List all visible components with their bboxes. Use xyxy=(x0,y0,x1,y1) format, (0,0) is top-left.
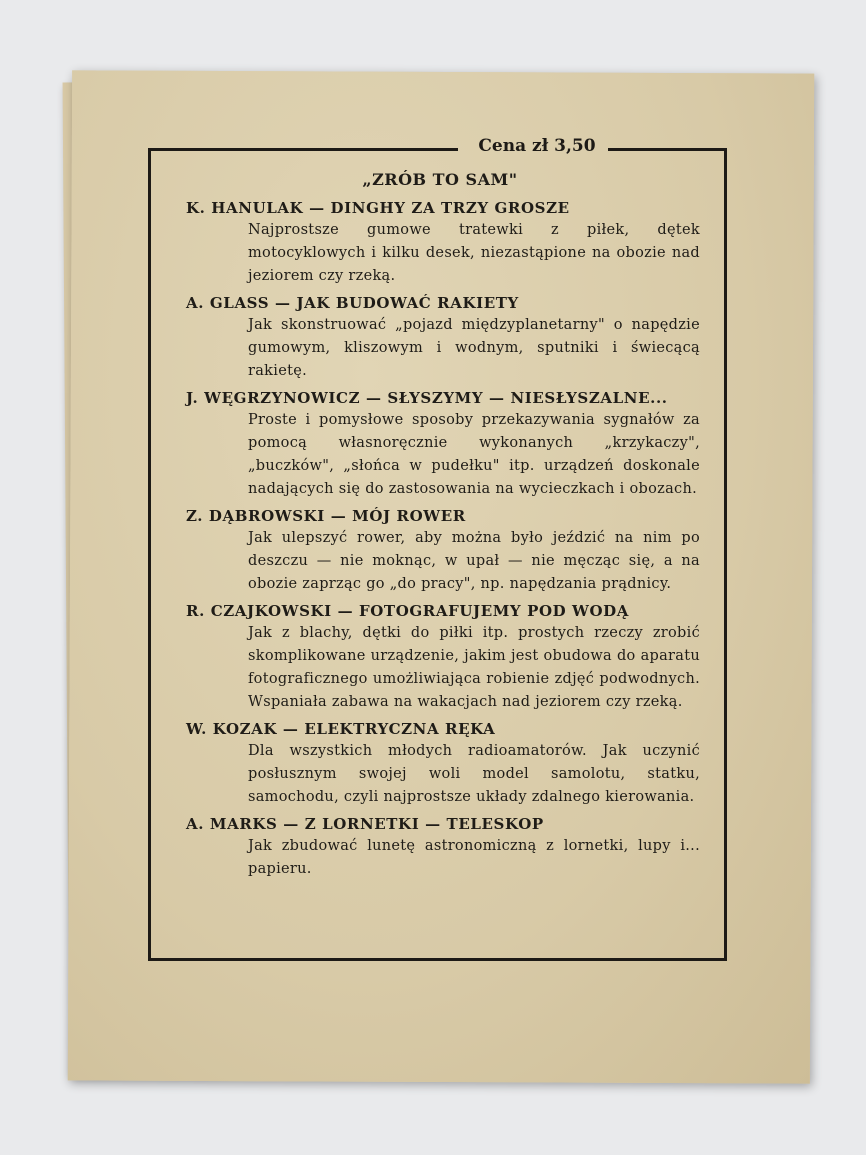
list-item xyxy=(180,718,700,809)
list-item xyxy=(180,292,700,383)
entry-description: Najprostsze gumowe tratewki z piłek, dętek motocyklowych i kilku desek, niezastąpione na obozie nad jeziorem czy rzeką. xyxy=(248,222,700,284)
entry-description: Jak z blachy, dętki do piłki itp. prostych rzeczy zrobić skomplikowane urządzenie, jakim jest obudowa do aparatu fotograficznego umożliwiająca robienie zdjęć podwodnych. Wspaniała zabawa na wakacjach nad jeziorem czy rzeką. xyxy=(248,625,700,710)
list-item xyxy=(180,387,700,501)
entry-title: J. WĘGRZYNOWICZ — SŁYSZYMY — NIESŁYSZALNE... xyxy=(186,389,668,407)
price-label: Cena zł 3,50 xyxy=(478,136,596,156)
frame-top-line-left xyxy=(148,148,458,151)
entry-description: Dla wszystkich młodych radioamatorów. Jak uczynić posłusznym swojej woli model samolotu, statku, samochodu, czyli najprostsze układy zdalnego kierowania. xyxy=(248,743,700,805)
list-item xyxy=(180,600,700,714)
entry-title: A. MARKS — Z LORNETKI — TELESKOP xyxy=(186,815,544,833)
book-list xyxy=(180,170,700,885)
entry-title: W. KOZAK — ELEKTRYCZNA RĘKA xyxy=(186,720,496,738)
entry-title: K. HANULAK — DINGHY ZA TRZY GROSZE xyxy=(186,199,570,217)
entry-description: Proste i pomysłowe sposoby przekazywania sygnałów za pomocą własnoręcznie wykonanych „krzykaczy", „buczków", „słońca w pudełku" itp. urządzeń doskonale nadających się do zastosowania na wycieczkach i obozach. xyxy=(248,412,700,497)
list-item xyxy=(180,197,700,288)
list-item xyxy=(180,813,700,881)
list-item xyxy=(180,505,700,596)
frame-top-line-right xyxy=(608,148,724,151)
entry-title: R. CZAJKOWSKI — FOTOGRAFUJEMY POD WODĄ xyxy=(186,602,629,620)
entry-description: Jak ulepszyć rower, aby można było jeździć na nim po deszczu — nie moknąc, w upał — nie męcząc się, a na obozie zaprząc go „do pracy", np. napędzania prądnicy. xyxy=(248,530,700,592)
entry-title: A. GLASS — JAK BUDOWAĆ RAKIETY xyxy=(186,294,519,312)
entry-description: Jak skonstruować „pojazd międzyplanetarny" o napędzie gumowym, kliszowym i wodnym, sputniki i świecącą rakietę. xyxy=(248,317,700,379)
series-title: „ZRÓB TO SAM" xyxy=(362,170,518,189)
entry-title: Z. DĄBROWSKI — MÓJ ROWER xyxy=(186,507,466,525)
entry-description: Jak zbudować lunetę astronomiczną z lornetki, lupy i... papieru. xyxy=(248,838,700,877)
